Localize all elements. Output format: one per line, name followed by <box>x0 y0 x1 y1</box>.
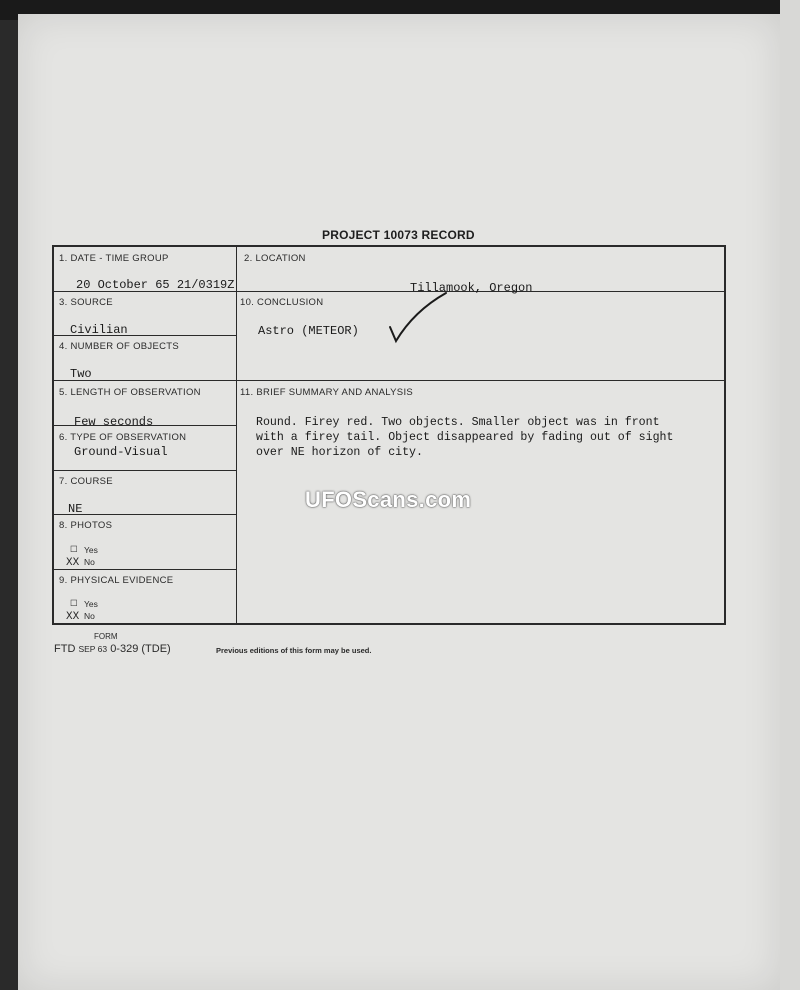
conclusion-value: Astro (METEOR) <box>258 324 359 338</box>
type-obs-label: 6. TYPE OF OBSERVATION <box>59 432 187 443</box>
footer-date-code: SEP 63 <box>78 644 108 654</box>
type-obs-value: Ground-Visual <box>74 445 168 459</box>
length-obs-value: Few seconds <box>74 415 154 429</box>
watermark-logo: UFOScans.com <box>305 487 472 512</box>
conclusion-label: 10. CONCLUSION <box>240 297 324 308</box>
row-divider <box>54 569 236 570</box>
evidence-yes-checkbox-icon: ☐ <box>70 598 78 608</box>
footer-form-number: 0-329 (TDE) <box>110 643 171 655</box>
record-form <box>52 245 726 625</box>
scan-left-edge <box>0 20 18 990</box>
footer-form-word: FORM <box>94 632 118 641</box>
summary-label: 11. BRIEF SUMMARY AND ANALYSIS <box>240 387 414 398</box>
evidence-no-label: No <box>84 611 95 621</box>
course-value: NE <box>68 502 83 516</box>
length-obs-label: 5. LENGTH OF OBSERVATION <box>59 387 201 398</box>
column-divider <box>236 247 237 623</box>
footer-note: Previous editions of this form may be used. <box>216 646 372 655</box>
source-label: 3. SOURCE <box>59 297 113 308</box>
num-objects-label: 4. NUMBER OF OBJECTS <box>59 341 180 352</box>
photos-yes-label: Yes <box>84 545 98 555</box>
photos-yes-checkbox-icon: ☐ <box>70 544 78 554</box>
num-objects-value: Two <box>70 367 92 381</box>
row-divider <box>54 380 724 381</box>
source-value: Civilian <box>70 323 128 337</box>
footer-form-id <box>54 643 171 655</box>
row-divider <box>54 470 236 471</box>
evidence-yes-label: Yes <box>84 599 98 609</box>
photos-no-mark: XX <box>66 557 80 569</box>
check-mark-icon <box>384 289 454 349</box>
location-value: Tillamook, Oregon <box>410 281 533 295</box>
photos-no-label: No <box>84 557 95 567</box>
summary-text: Round. Firey red. Two objects. Smaller object was in front with a firey tail. Object disappeared by fading out of sight over NE horizon of city. <box>256 416 674 459</box>
location-label: 2. LOCATION <box>244 253 306 264</box>
evidence-no-mark: XX <box>66 611 80 623</box>
date-time-label: 1. DATE - TIME GROUP <box>59 253 169 264</box>
date-time-value: 20 October 65 21/0319Z <box>76 278 235 292</box>
course-label: 7. COURSE <box>59 476 113 487</box>
record-title: PROJECT 10073 RECORD <box>322 228 475 242</box>
scan-right-edge <box>780 0 800 990</box>
photos-label: 8. PHOTOS <box>59 520 113 531</box>
physical-evidence-label: 9. PHYSICAL EVIDENCE <box>59 575 174 586</box>
footer-ftd: FTD <box>54 643 76 655</box>
